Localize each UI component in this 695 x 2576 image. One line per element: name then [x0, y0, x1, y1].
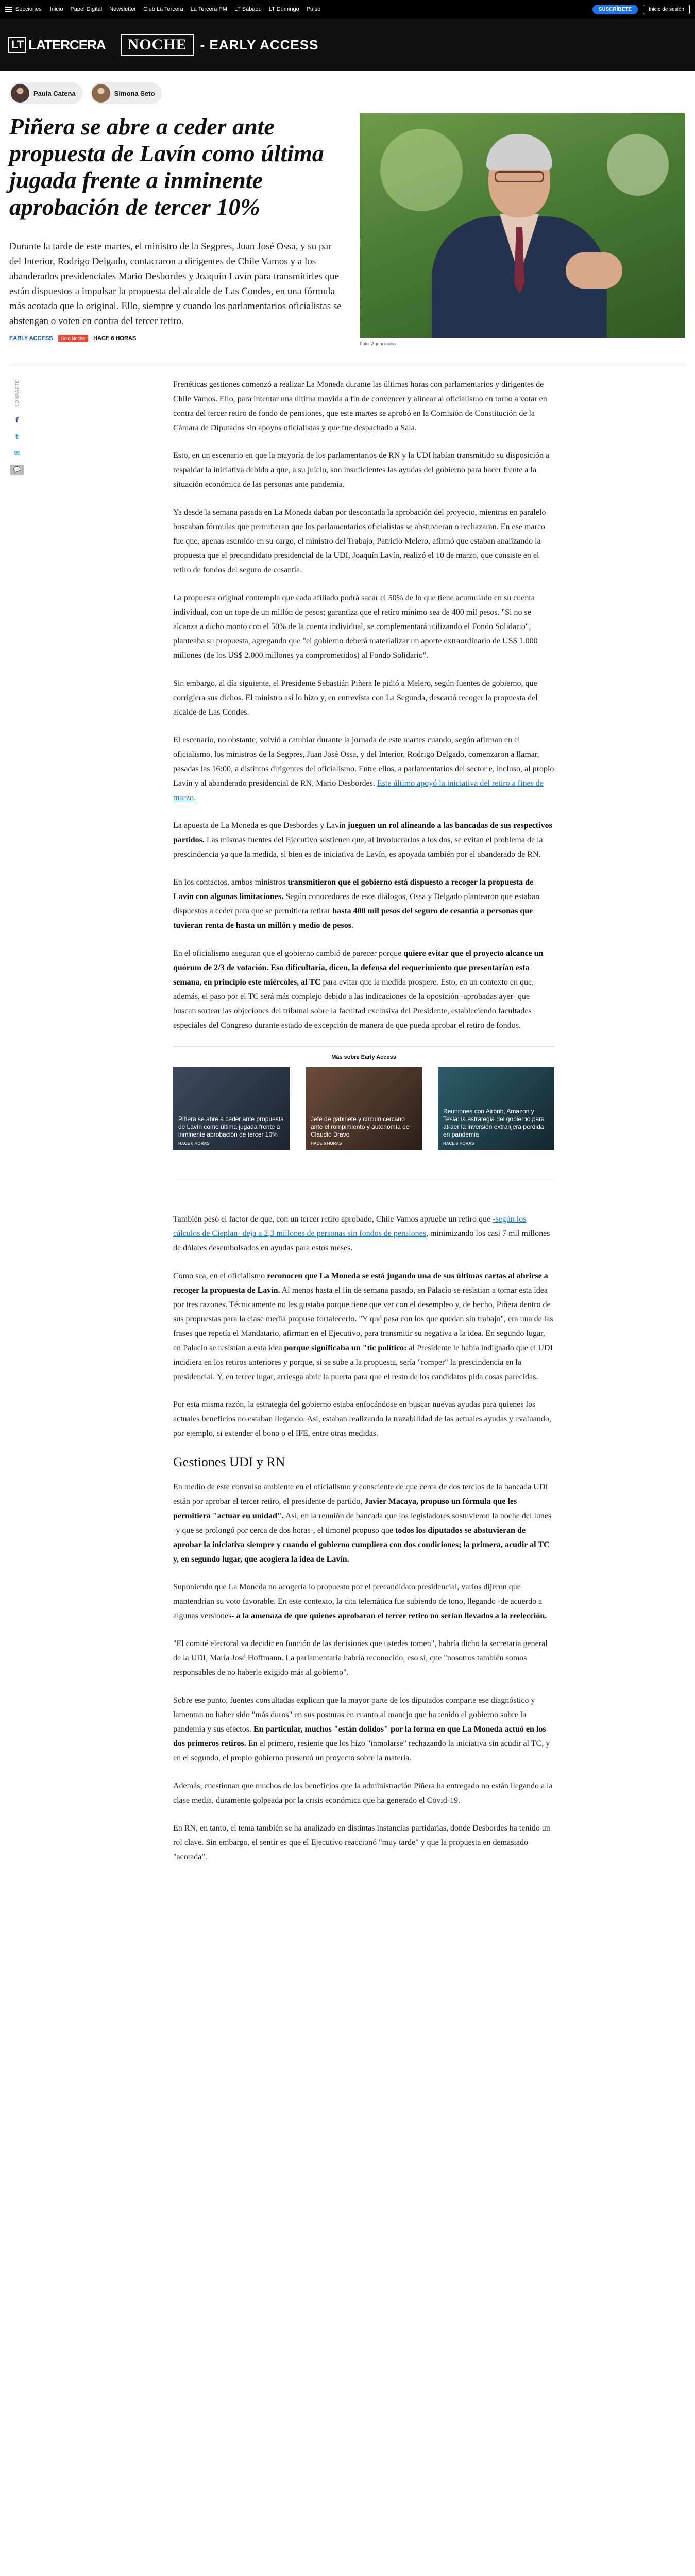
author-row — [0, 71, 695, 104]
paragraph-text: Las mismas fuentes del Ejecutivo sostienen que, al involucrarlos a los dos, se evitan el problema de la prescindencia ya que la medida, si bien es de iniciativa de Lavín, es apoyada también por el abanderado de RN. — [173, 836, 543, 859]
article-body-continued — [173, 1212, 554, 1865]
related-headline: Reuniones con Airbnb, Amazon y Tesla: la estrategia del gobierno para atraer la inversión extranjera perdida en pandemia — [443, 1108, 545, 1138]
author-name: Paula Catena — [33, 89, 76, 97]
paragraph-text: para evitar que la medida prospere. Esto, en un contexto en que, además, el paso por el TC será más complejo debido a las indicaciones de la oposición -aprobadas ayer- que buscan sortear las objeciones del tribunal sobre la facultad exclusiva del Presidente, estableciendo facultades especiales del Congreso durante estado de excepción de manera de que pueda aprobar el retiro de fondos. — [173, 978, 534, 1030]
related-time: HACE 6 HORAS — [178, 1141, 210, 1146]
toplink-lt-sabado[interactable]: LT Sábado — [234, 6, 262, 12]
share-rail — [10, 380, 24, 475]
article-header — [0, 104, 695, 346]
article-photo — [360, 113, 685, 338]
related-time: HACE 6 HORAS — [443, 1141, 474, 1146]
photo-credit: Foto: Agenciauno — [360, 341, 396, 346]
paragraph-text: También pesó el factor de que, con un tercer retiro aprobado, Chile Vamos apruebe un retiro que — [173, 1215, 491, 1224]
subscribe-button[interactable]: SUSCRÍBETE — [592, 5, 638, 14]
email-icon[interactable]: ✉ — [14, 450, 20, 458]
facebook-icon[interactable]: f — [15, 417, 19, 425]
paragraph — [173, 875, 554, 933]
paragraph: Por esta misma razón, la estrategia del gobierno estaba enfocándose en buscar nuevas ayudas para quienes los actuales beneficios no estaban llegando. Así, estaban realizando la trazabilidad de las actuales ayudas y evaluando, por ejemplo, si extender el bono o el IFE, entre otras medidas. — [173, 1400, 551, 1438]
inline-link[interactable]: -según los cálculos de Cieplan- deja a 2,3 millones de personas sin fondos de pensiones — [173, 1215, 527, 1238]
related-card[interactable] — [173, 1067, 290, 1150]
photo-bokeh — [380, 129, 463, 211]
paragraph-text: . — [351, 921, 353, 930]
paragraph-text: En el oficialismo aseguran que el gobierno cambió de parecer porque — [173, 949, 402, 958]
paragraph-text: , minimizando los casi 7 mil millones de dólares desembolsados en ayudas para estos meses. — [173, 1229, 550, 1252]
paragraph-text: En los contactos, ambos ministros — [173, 878, 286, 887]
paragraph-text: Suponiendo que La Moneda no acogería lo propuesto por el precandidato presidencial, varios dijeron que mantendrían su voto favorable. En este contexto, la cita telemática fue subiendo de tono, llegando -de acuerdo a algunas versiones- — [173, 1583, 543, 1620]
related-card[interactable] — [306, 1067, 422, 1150]
top-utility-bar — [0, 0, 695, 19]
logo-text: LATERCERA — [28, 37, 106, 53]
paragraph: Sin embargo, al día siguiente, el Presidente Sebastián Piñera le pidió a Melero, según fuentes de gobierno, que corrigiera sus dichos. El ministro así lo hizo y, en entrevista con La Segunda, descartó recoger la propuesta del alcalde de Las Condes. — [173, 679, 538, 717]
bold-text: transmitieron que el gobierno está dispuesto a recoger la propuesta de Lavín con algunas limitaciones. — [173, 878, 534, 901]
related-headline: Jefe de gabinete y círculo cercano ante el rompimiento y autonomía de Claudio Bravo — [311, 1115, 410, 1138]
bold-text: porque significaba un "tic político: — [284, 1344, 407, 1352]
paragraph — [173, 946, 554, 1033]
exclusive-badge: Solo Noche — [58, 335, 89, 342]
author-avatar — [92, 84, 110, 103]
photo-bokeh — [607, 134, 669, 196]
bold-text: hasta 400 mil pesos del seguro de cesantía a personas que tuvieran renta de hasta un millón y medio de pesos — [173, 907, 533, 930]
paragraph-text: Según conocedores de esos diálogos, Ossa y Delgado plantearon que estaban dispuestos a ceder para que se permitiera retirar — [173, 892, 539, 916]
related-time: HACE 6 HORAS — [311, 1141, 342, 1146]
paragraph — [173, 1693, 554, 1766]
article-body-wrapper — [0, 364, 695, 1865]
toplink-papel-digital[interactable]: Papel Digital — [70, 6, 103, 12]
paragraph-text: Al menos hasta el fin de semana pasado, en Palacio se resistían a tomar esta idea por tres razones. Técnicamente no les gustaba porque tiene que ver con el desempleo y, de hecho, Piñera dentro de sus propuestas para la clase media propuso fortalecerlo. "Y qué pasa con los que quedan sin trabajo", era una de las frases que repetía el Mandatario, afirman en el Ejecutivo, para transmitir su negativa a la idea. En segundo lugar, en Palacio se resistían a esta idea — [173, 1286, 553, 1352]
related-card[interactable] — [438, 1067, 554, 1150]
paragraph: Frenéticas gestiones comenzó a realizar La Moneda durante las últimas horas con parlamentarios y dirigentes de Chile Vamos. Ello, para intentar una última movida a fin de convencer y alinear al oficialismo en torno a votar en contra del tercer retiro de fondo de pensiones, que este martes se aprobó en la Comisión de Constitución de la Cámara de Diputados sin apoyos oficialistas y que fue despachado a Sala. — [173, 380, 547, 432]
login-button[interactable]: Inicio de sesión — [643, 5, 690, 14]
paragraph: Ya desde la semana pasada en La Moneda daban por descontada la aprobación del proyecto, mientras en paralelo buscaban fórmulas que permitieran que los parlamentarios oficialistas se abstuvieran o rechazaran. En ese marco fue que, apenas asumido en su cargo, el ministro del Trabajo, Patricio Melero, afirmó que estaban analizando la propuesta que el precandidato presidencial de la UDI, Joaquín Lavín, realizó el 10 de marzo, que consiste en el retiro de fondos del seguro de cesantía. — [173, 508, 546, 574]
paragraph-text: El escenario, no obstante, volvió a cambiar durante la jornada de este martes cuando, según afirman en el oficialismo, los ministros de la Segpres, Juan José Ossa, y del Interior, Rodrigo Delgado, comenzaron a llamar, pasadas las 16:00, a distintos dirigentes del oficialismo. Entre ellos, a parlamentarios del sector e, incluso, al propio Lavín y al abanderado presidencial de RN, Mario Desbordes. — [173, 736, 554, 788]
comments-icon[interactable]: 💬 — [10, 465, 24, 475]
toplink-lt-domingo[interactable]: LT Domingo — [268, 6, 299, 12]
bold-text: reconocen que La Moneda se está jugando una de sus últimas cartas al abrirse a recoger la propuesta de Lavín. — [173, 1272, 548, 1295]
article-meta — [9, 335, 344, 342]
inline-link[interactable]: Este último apoyó la iniciativa del retiro a fines de marzo. — [173, 779, 544, 802]
photo-hair — [486, 134, 552, 170]
bold-text: Javier Macaya, propuso un fórmula que les permitiera "actuar en unidad". — [173, 1497, 517, 1520]
share-label: COMPARTE — [14, 380, 20, 407]
brand-header — [0, 19, 695, 71]
section-link[interactable]: EARLY ACCESS — [9, 335, 53, 342]
paragraph — [173, 1480, 554, 1567]
paragraph: Esto, en un escenario en que la mayoría de los parlamentarios de RN y la UDI habían transmitido su disposición a respaldar la iniciativa debido a que, a su juicio, son insuficientes las ayudas del gobierno para hacer frente a la situación económica de las personas ante pandemia. — [173, 451, 550, 489]
article-lead: Durante la tarde de este martes, el ministro de la Segpres, Juan José Ossa, y su par del Interior, Rodrigo Delgado, contactaron a dirigentes de Chile Vamos y a los abanderados presidenciales Mario Desbordes y Joaquín Lavín para transmitirles que están dispuestos a impulsar la propuesta del alcalde de Las Condes, en una fórmula más acotada que la original. Ello, siempre y cuando los parlamentarios oficialistas se abstengan o voten en contra del tercer retiro. — [9, 241, 342, 327]
paragraph-text: En medio de este convulso ambiente en el oficialismo y consciente de que cerca de dos tercios de la bancada UDI están por aprobar el tercer retiro, el presidente de partido, — [173, 1483, 548, 1506]
la-tercera-logo[interactable] — [8, 37, 106, 53]
logo-box: LT — [8, 37, 26, 53]
paragraph — [173, 733, 554, 805]
toplink-club[interactable]: Club La Tercera — [143, 6, 183, 12]
toplink-inicio[interactable]: Inicio — [49, 6, 63, 12]
related-articles — [173, 1046, 554, 1179]
paragraph — [173, 1580, 554, 1623]
paragraph: En RN, en tanto, el tema también se ha analizado en distintas instancias partidarias, donde Desbordes ha tenido un rol clave. Sin embargo, el sentir es que el Ejecutivo reaccionó "muy tarde" y que la propuesta en demasiado "acotada". — [173, 1824, 550, 1861]
paragraph — [173, 819, 554, 862]
photo-glasses — [495, 171, 544, 182]
paragraph-text: En el primero, resiente que los hizo "inmolarse" rechazando la iniciativa sin acudir al TC, y en el segundo, el propio gobierno presentó un proyecto sobre la materia. — [173, 1739, 550, 1762]
bold-text: a la amenaza de que quienes aprobaran el tercer retiro no serían llevados a la reelección. — [236, 1612, 547, 1620]
noche-logo[interactable]: NOCHE — [121, 34, 194, 56]
article-photo-wrapper — [360, 113, 685, 346]
author-avatar — [11, 84, 29, 103]
paragraph-text: Como sea, en el oficialismo — [173, 1272, 265, 1280]
paragraph: Además, cuestionan que muchos de los beneficios que la administración Piñera ha entregado no están llegando a la clase media, duramente golpeada por la crisis económica que ha generado el Covid-19. — [173, 1782, 553, 1805]
related-title: Más sobre Early Access — [173, 1046, 554, 1060]
paragraph-text: Sobre ese punto, fuentes consultadas explican que la mayor parte de los diputados comparte ese diagnóstico y lamentan no haber sido "más duros" en sus posturas en cuanto al manejo que ha tenido el gobierno sobre la pandemia y sus efectos. — [173, 1696, 535, 1734]
twitter-icon[interactable]: t — [15, 433, 19, 442]
toplink-newsletter[interactable]: Newsletter — [109, 6, 137, 12]
early-access-label: - EARLY ACCESS — [200, 37, 319, 53]
author-chip[interactable] — [90, 82, 162, 104]
hamburger-icon — [5, 7, 12, 12]
paragraph-text: al Presidente le había indignado que el UDI incidiera en los retiros anteriores y porque, si se sube a la propuesta, sería "romper" la prescindencia en la presidencial. Y, en tercer lugar, arriesga abrir la puerta para que el resto de los candidatos pida cosas parecidas. — [173, 1344, 553, 1381]
related-grid — [173, 1067, 554, 1150]
toplink-pulso[interactable]: Pulso — [306, 6, 321, 12]
paragraph — [173, 1212, 554, 1256]
bold-text: todos los diputados se abstuvieran de aprobar la iniciativa siempre y cuando el gobierno cumpliera con dos condiciones; la primera, acudir al TC y, en segundo lugar, que acogiera la idea de Lavín. — [173, 1526, 550, 1564]
photo-hand — [566, 252, 622, 289]
paragraph: La propuesta original contempla que cada afiliado podrá sacar el 50% de lo que tiene acumulado en su cuenta individual, con un tope de un millón de pesos; garantiza que el retiro mínimo sea de 400 mil pesos. "Si no se alcanza a dicho monto con el 50% de la cuenta individual, se complementará utilizando el Fondo Solidario", planteaba su propuesta, agregando que "el gobierno deberá materializar un aporte extraordinario de US$ 1.000 millones (de los US$ 2.000 millones ya comprometidos) al Fondo Solidario". — [173, 594, 538, 660]
paragraph-text: Así, en la reunión de bancada que los legisladores sostuvieron la noche del lunes -y que se prolongó por cerca de dos horas-, el timonel propuso que — [173, 1512, 552, 1535]
bold-text: jueguen un rol alineando a las bancadas de sus respectivos partidos. — [173, 821, 552, 844]
article-body — [173, 378, 554, 1033]
section-heading: Gestiones UDI y RN — [173, 1454, 285, 1469]
bold-text: quiere evitar que el proyecto alcance un quórum de 2/3 de votación. Eso dificultaría, dicen, la defensa del requerimiento que presentarían esta semana, en principio este miércoles, al TC — [173, 949, 544, 987]
paragraph-text: La apuesta de La Moneda es que Desbordes y Lavín — [173, 821, 346, 830]
author-name: Simona Seto — [114, 89, 155, 97]
paragraph — [173, 1269, 554, 1384]
publish-time: HACE 6 HORAS — [93, 335, 137, 342]
article-header-text — [9, 113, 344, 346]
sections-menu-label: Secciones — [15, 6, 42, 12]
related-headline: Piñera se abre a ceder ante propuesta de Lavín como última jugada frente a inminente aprobación de tercer 10% — [178, 1115, 284, 1138]
article-title: Piñera se abre a ceder ante propuesta de Lavín como última jugada frente a inminente aprobación de tercer 10% — [9, 113, 324, 220]
paragraph: "El comité electoral va decidir en función de las decisiones que ustedes tomen", habría dicho la secretaria general de la UDI, María José Hoffmann. La parlamentaria habría reconocido, eso sí, que "nosotros también somos responsables de no haberle exigido más al gobierno". — [173, 1639, 548, 1677]
bold-text: En particular, muchos "están dolidos" por la forma en que La Moneda actuó en los dos primeros retiros. — [173, 1725, 546, 1748]
author-chip[interactable] — [9, 82, 83, 104]
sections-menu[interactable] — [5, 6, 42, 12]
toplink-la-tercera-pm[interactable]: La Tercera PM — [190, 6, 227, 12]
